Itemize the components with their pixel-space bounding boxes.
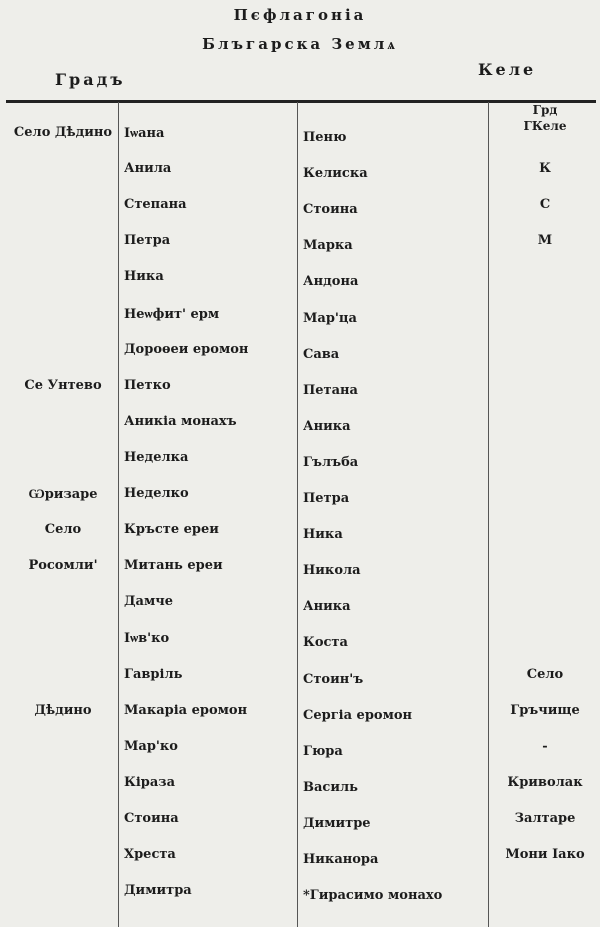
name-cell: Кіраза	[124, 774, 175, 790]
code-cell: Мони Іако	[505, 847, 585, 862]
code-cell: -	[542, 738, 548, 754]
code-cell: Село	[526, 666, 564, 682]
name-cell: Петра	[124, 233, 171, 249]
side-header-line2: ГКеле	[523, 119, 567, 133]
name-cell: Мар'ко	[124, 738, 178, 754]
code-cell: К	[539, 161, 551, 177]
page-subtitle: Блъгарска Землѧ	[202, 35, 398, 53]
name-cell: Марка	[303, 238, 353, 254]
name-cell: Неделко	[124, 486, 189, 501]
village-cell: Село	[44, 522, 82, 538]
name-cell: Сава	[303, 346, 340, 362]
village-cell: Дѣдино	[34, 702, 92, 718]
name-cell: Неделка	[124, 449, 189, 465]
name-cell: *Гирасимо монахо	[303, 888, 443, 904]
code-cell: Криволак	[507, 774, 583, 790]
name-cell: Іѡв'ко	[124, 631, 170, 647]
name-cell: Кръсте ереи	[124, 522, 219, 538]
name-cell: Димитра	[124, 883, 192, 899]
column-divider	[488, 102, 489, 927]
name-cell: Ника	[124, 269, 164, 285]
name-cell: Гавріль	[124, 666, 183, 682]
code-cell: Залтаре	[514, 810, 576, 826]
village-cell: Село Дѣдино	[13, 125, 113, 140]
name-cell: Митань ереи	[124, 558, 223, 574]
side-header	[490, 102, 600, 134]
name-cell: Іѡана	[124, 126, 165, 141]
name-cell: Петко	[124, 377, 171, 393]
name-cell: Макаріа еромон	[124, 702, 248, 718]
name-cell: Стоин'ъ	[303, 671, 364, 687]
column-header-kele: Келе	[478, 60, 537, 79]
code-cell: Гръчище	[510, 702, 580, 718]
name-cell: Келиска	[303, 166, 368, 182]
name-cell: Гюра	[303, 743, 343, 759]
column-divider	[297, 102, 298, 927]
name-cell: Никола	[303, 563, 361, 579]
name-cell: Дамче	[124, 594, 174, 610]
name-cell: Стоина	[303, 202, 358, 218]
code-cell: С	[539, 197, 551, 213]
name-cell: Пеню	[303, 130, 347, 145]
name-cell: Петана	[303, 382, 358, 398]
name-cell: Степана	[124, 197, 187, 213]
name-cell: Димитре	[303, 815, 371, 831]
name-cell: Коста	[303, 635, 348, 651]
village-cell: Се Унтево	[24, 377, 102, 393]
name-cell: Аника	[303, 418, 351, 434]
name-cell: Аника	[303, 599, 351, 615]
name-cell: Анила	[124, 161, 172, 177]
name-cell: Никанора	[303, 852, 379, 867]
name-cell: Неѡфит' ерм	[124, 306, 220, 322]
name-cell: Сергіа еромон	[303, 707, 413, 723]
page-title: Пєфлагоніа	[233, 6, 367, 24]
name-cell: Гълъба	[303, 454, 359, 470]
name-cell: Андона	[303, 274, 359, 290]
name-cell: Петра	[303, 491, 350, 506]
column-divider	[118, 102, 119, 927]
name-cell: Василь	[303, 779, 358, 795]
name-cell: Хреста	[124, 847, 176, 862]
name-cell: Мар'ца	[303, 310, 357, 326]
village-cell: Росомли'	[28, 558, 98, 574]
code-cell: М	[537, 233, 553, 249]
name-cell: Аникіа монахъ	[124, 413, 237, 429]
side-header-line1: Грд	[532, 103, 558, 117]
village-cell: Ѡризаре	[28, 487, 98, 502]
name-cell: Дороѳеи еромон	[124, 341, 249, 357]
name-cell: Стоина	[124, 810, 179, 826]
column-header-grad: Градъ	[55, 70, 126, 89]
name-cell: Ника	[303, 527, 343, 543]
